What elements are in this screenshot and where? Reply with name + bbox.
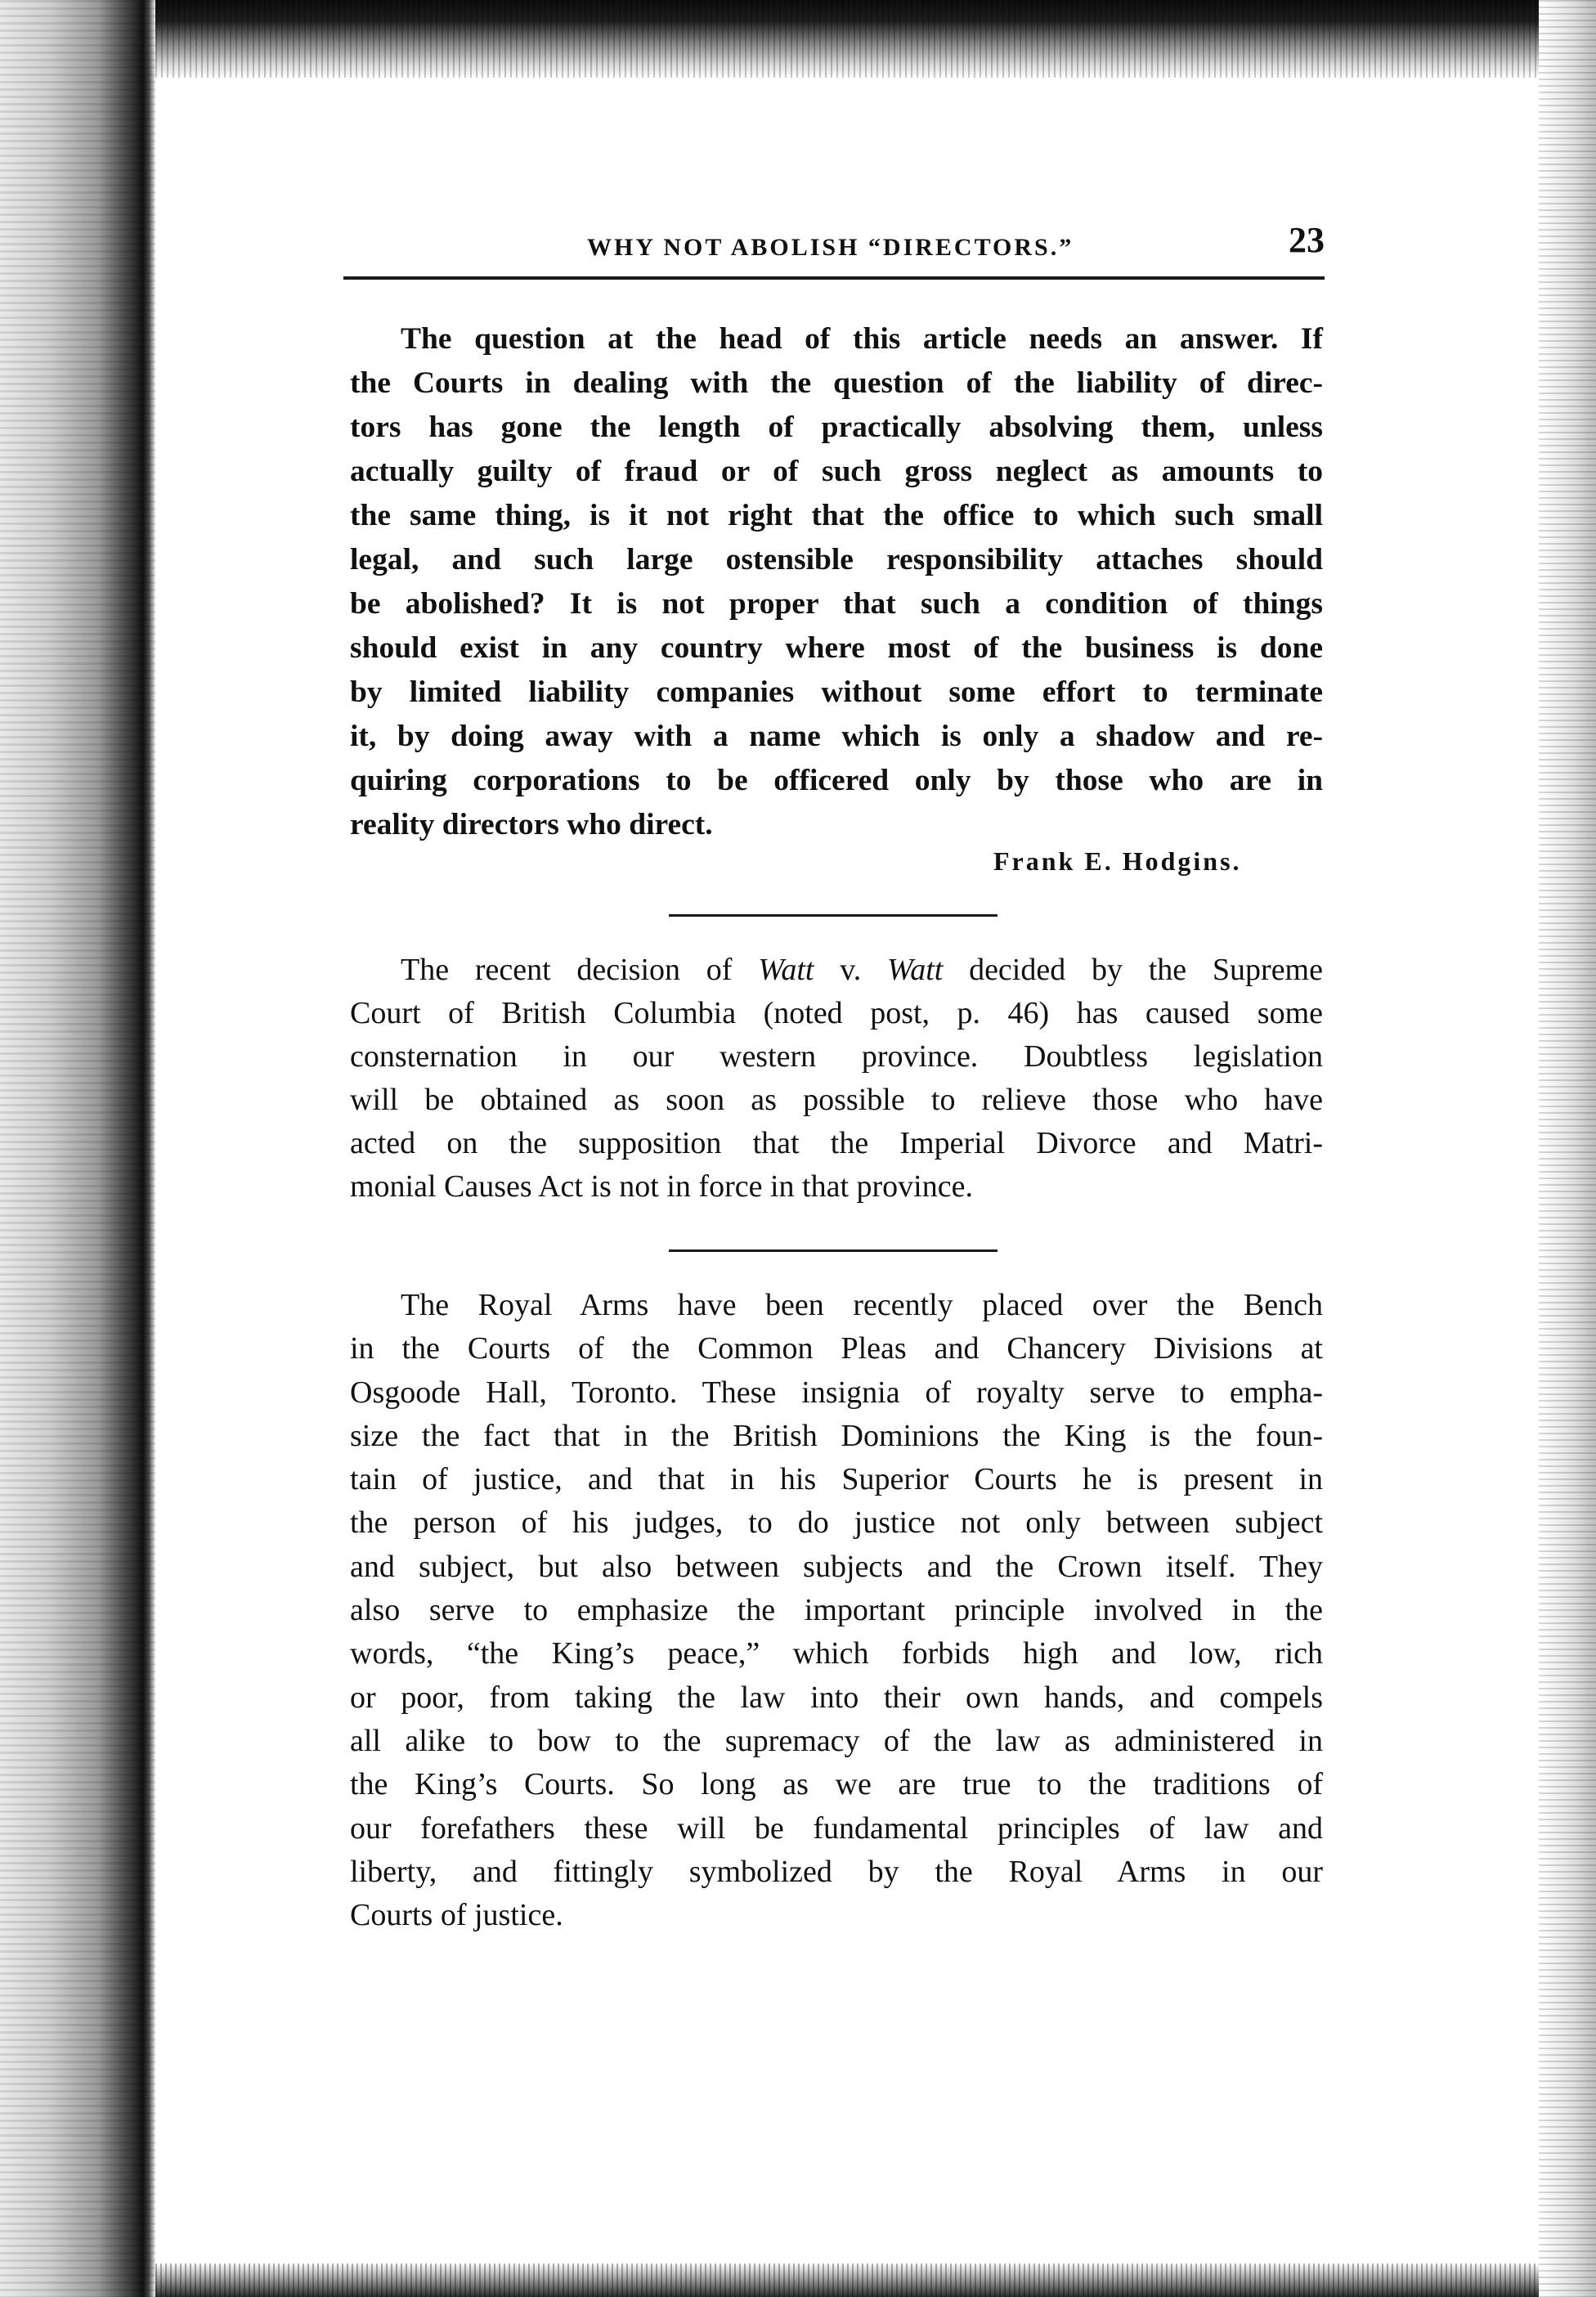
header-rule <box>343 276 1325 280</box>
text-line: our forefathers these will be fundamental principles of law and <box>350 1810 1323 1846</box>
author-signature: Frank E. Hodgins. <box>993 846 1242 876</box>
text-line: The question at the head of this article needs an answer. If <box>401 322 1323 356</box>
scan-top-border <box>155 0 1596 78</box>
text-line: tors has gone the length of practically absolving them, unless <box>350 410 1323 444</box>
scan-bottom-border <box>155 2263 1596 2297</box>
page-number: 23 <box>1289 220 1325 260</box>
scan-binding-edge <box>0 0 155 2297</box>
text-line: the Courts in dealing with the question of the liability of direc- <box>350 366 1323 400</box>
running-title: WHY NOT ABOLISH “DIRECTORS.” <box>587 234 1074 261</box>
case-name: Watt <box>887 953 944 987</box>
text-line: liberty, and fittingly symbolized by the Royal Arms in our <box>350 1854 1323 1889</box>
text-line: tain of justice, and that in his Superior Courts he is present in <box>350 1462 1323 1497</box>
text-line: and subject, but also between subjects and the Crown itself. They <box>350 1549 1323 1584</box>
text-line: it, by doing away with a name which is only a shadow and re- <box>350 720 1323 753</box>
text-line: size the fact that in the British Dominions the King is the foun- <box>350 1418 1323 1453</box>
text-line: by limited liability companies without some effort to terminate <box>350 675 1323 709</box>
text-line: reality directors who direct. <box>350 808 713 841</box>
text-line: also serve to emphasize the important principle involved in the <box>350 1593 1323 1628</box>
text-line: acted on the supposition that the Imperial Divorce and Matri- <box>350 1126 1323 1160</box>
text-line: will be obtained as soon as possible to relieve those who have <box>350 1083 1323 1117</box>
article-watt-v-watt <box>350 949 1323 1209</box>
text-line: in the Courts of the Common Pleas and Chancery Divisions at <box>350 1331 1323 1366</box>
section-separator <box>669 914 998 917</box>
text-line: the person of his judges, to do justice not only between subject <box>350 1505 1323 1541</box>
text-line: Courts of justice. <box>350 1898 563 1933</box>
text-line: The Royal Arms have been recently placed over the Bench <box>401 1288 1323 1322</box>
section-separator <box>669 1249 998 1252</box>
text-line: consternation in our western province. Doubtless legislation <box>350 1039 1323 1074</box>
text-line: should exist in any country where most of the business is done <box>350 631 1323 665</box>
article-directors <box>350 317 1323 847</box>
text-line: Osgoode Hall, Toronto. These insignia of royalty serve to empha- <box>350 1375 1323 1410</box>
text-line: all alike to bow to the supremacy of the law as administered in <box>350 1723 1323 1758</box>
scan-right-edge <box>1539 0 1596 2297</box>
text-line: the King’s Courts. So long as we are true to the traditions of <box>350 1767 1323 1802</box>
case-name: Watt <box>758 953 814 987</box>
text-line: monial Causes Act is not in force in that province. <box>350 1169 973 1204</box>
text-fragment: decided by the Supreme <box>943 953 1323 987</box>
article-royal-arms <box>350 1284 1323 1937</box>
text-line: quiring corporations to be officered only by those who are in <box>350 764 1323 797</box>
page-header <box>343 211 1325 268</box>
text-line: words, “the King’s peace,” which forbids high and low, rich <box>350 1636 1323 1671</box>
text-line: be abolished? It is not proper that such a condition of things <box>350 587 1323 621</box>
text-line: legal, and such large ostensible responsibility attaches should <box>350 543 1323 576</box>
text-fragment: The recent decision of <box>401 953 759 987</box>
text-line: actually guilty of fraud or of such gross neglect as amounts to <box>350 455 1323 488</box>
text-line: the same thing, is it not right that the office to which such small <box>350 499 1323 532</box>
text-line: or poor, from taking the law into their own hands, and compels <box>350 1680 1323 1715</box>
text-fragment: v. <box>814 953 888 987</box>
text-line: Court of British Columbia (noted post, p. 46) has caused some <box>350 996 1323 1030</box>
text-line <box>350 949 1323 992</box>
